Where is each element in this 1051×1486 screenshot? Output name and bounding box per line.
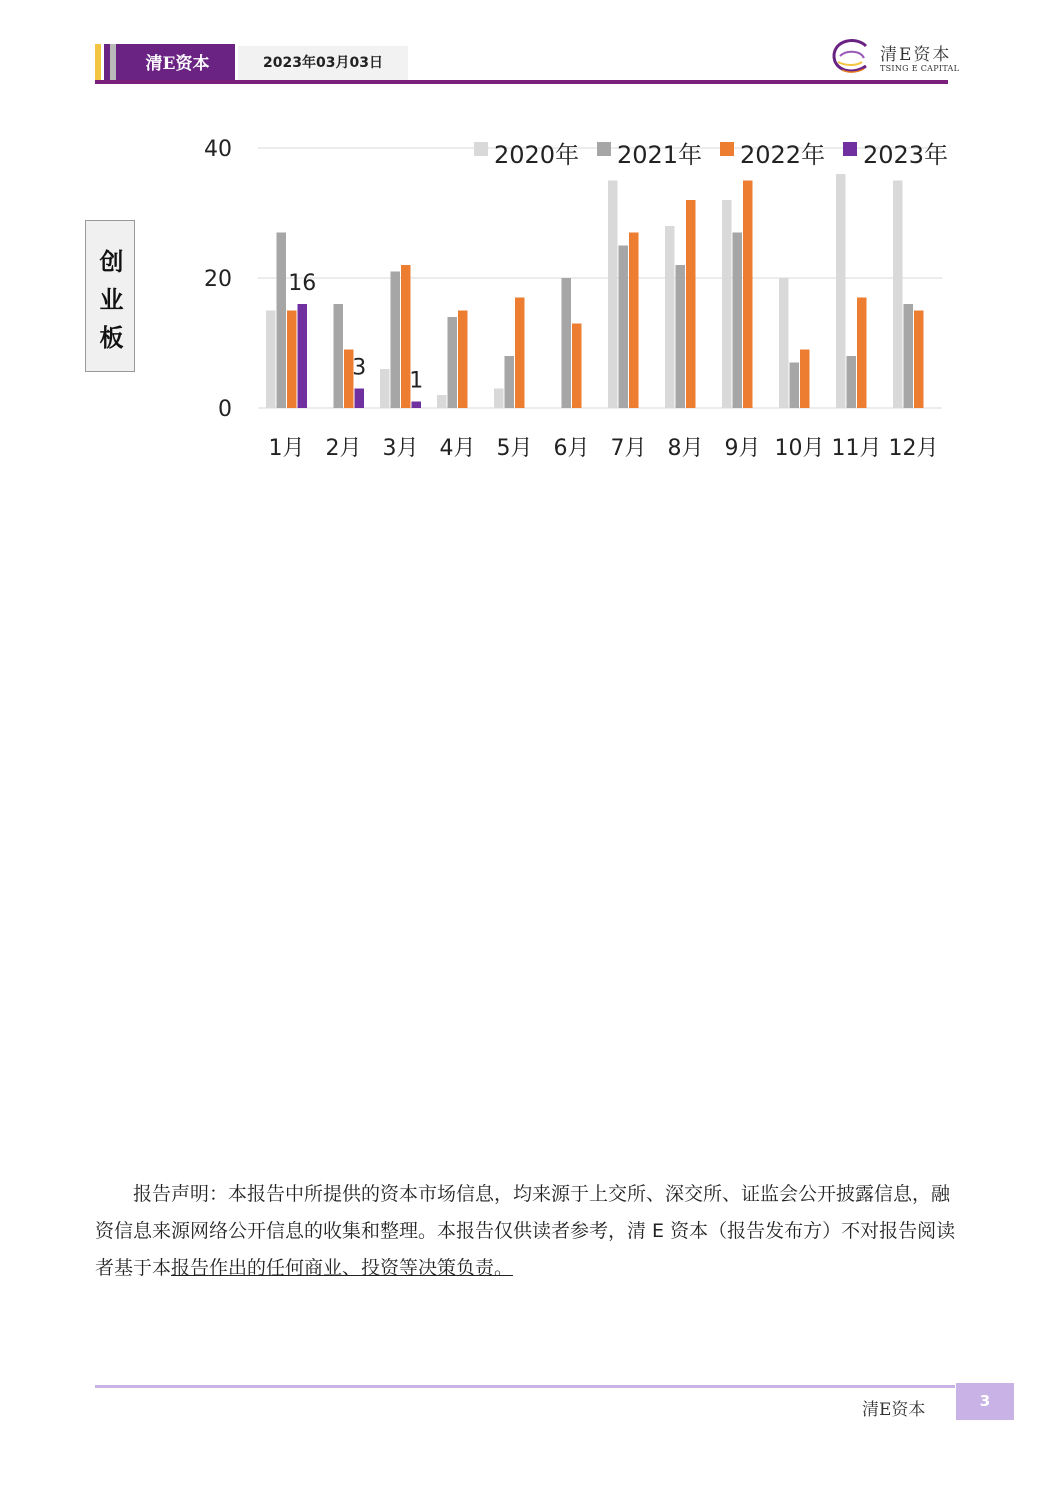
bar-2020年-7月 (608, 181, 618, 409)
data-label: 16 (288, 271, 317, 296)
footer-rule (95, 1385, 955, 1388)
bar-2021年-10月 (790, 363, 800, 409)
bar-2020年-1月 (266, 311, 276, 409)
y-tick-label: 40 (204, 137, 232, 162)
chart-legend (474, 141, 948, 169)
legend-swatch-2021年 (597, 142, 611, 156)
bar-2020年-11月 (836, 174, 846, 408)
logo-english: TSING E CAPITAL (880, 64, 960, 73)
x-tick-label: 2月 (325, 436, 362, 461)
strip-yellow (95, 44, 101, 84)
bar-2022年-5月 (515, 298, 525, 409)
disclaimer-text: 报告声明：本报告中所提供的资本市场信息，均来源于上交所、深交所、证监会公开披露信息，融资信息来源网络公开信息的收集和整理。本报告仅供读者参考，清 E 资本（报告发布方）不对报告阅读者基于本 (95, 1183, 956, 1279)
footer-brand: 清E资本 (862, 1400, 926, 1420)
legend-label: 2021年 (617, 141, 703, 169)
x-tick-label: 11月 (831, 436, 882, 461)
bar-2023年-2月 (355, 389, 365, 409)
chart-x-tick-labels (269, 436, 939, 461)
report-disclaimer (95, 1176, 960, 1287)
bar-2023年-3月 (412, 402, 422, 409)
disclaimer-underlined-text: 报告作出的任何商业、投资等决策负责。 (171, 1257, 514, 1279)
logo-chinese: 清E资本 (880, 45, 952, 65)
bar-2021年-1月 (277, 233, 287, 409)
monthly-ipo-bar-chart (190, 120, 960, 480)
bar-2022年-8月 (686, 200, 696, 408)
bar-2020年-5月 (494, 389, 504, 409)
x-tick-label: 4月 (439, 436, 476, 461)
bar-2022年-11月 (857, 298, 867, 409)
header-brand: 清E资本 (120, 44, 235, 84)
legend-label: 2020年 (494, 141, 580, 169)
bar-2021年-5月 (505, 356, 515, 408)
bar-2021年-11月 (847, 356, 857, 408)
x-tick-label: 1月 (268, 436, 305, 461)
bar-2021年-12月 (904, 304, 914, 408)
bar-2022年-9月 (743, 181, 753, 409)
bar-2022年-6月 (572, 324, 582, 409)
legend-label: 2023年 (863, 141, 949, 169)
bar-2020年-8月 (665, 226, 675, 408)
x-tick-label: 9月 (724, 436, 761, 461)
bar-2021年-8月 (676, 265, 686, 408)
page-number: 3 (956, 1383, 1014, 1420)
chart-y-tick-labels (204, 137, 232, 422)
bar-2022年-12月 (914, 311, 924, 409)
bar-2021年-9月 (733, 233, 743, 409)
legend-swatch-2022年 (720, 142, 734, 156)
data-label: 1 (409, 368, 424, 394)
x-tick-label: 8月 (667, 436, 704, 461)
x-tick-label: 7月 (610, 436, 647, 461)
bar-2022年-4月 (458, 311, 468, 409)
bar-2020年-9月 (722, 200, 732, 408)
y-tick-label: 0 (218, 397, 232, 422)
bar-2022年-1月 (287, 311, 297, 409)
data-label: 3 (352, 355, 367, 381)
header-rule (95, 80, 948, 84)
x-tick-label: 5月 (496, 436, 533, 461)
y-tick-label: 20 (204, 267, 232, 292)
x-tick-label: 3月 (382, 436, 419, 461)
bar-2020年-10月 (779, 278, 789, 408)
bar-2022年-7月 (629, 233, 639, 409)
bar-2021年-3月 (391, 272, 401, 409)
bar-2020年-3月 (380, 369, 390, 408)
bar-2021年-6月 (562, 278, 572, 408)
x-tick-label: 12月 (888, 436, 939, 461)
bar-2021年-4月 (448, 317, 458, 408)
bar-2020年-4月 (437, 395, 447, 408)
bar-2022年-10月 (800, 350, 810, 409)
header-date: 2023年03月03日 (238, 46, 408, 80)
side-label-chinext: 创业板 (85, 220, 135, 372)
legend-swatch-2023年 (843, 142, 857, 156)
legend-label: 2022年 (740, 141, 826, 169)
logo-icon (826, 36, 876, 78)
x-tick-label: 10月 (774, 436, 825, 461)
bar-2021年-7月 (619, 246, 629, 409)
x-tick-label: 6月 (553, 436, 590, 461)
bar-2021年-2月 (334, 304, 344, 408)
bar-2020年-12月 (893, 181, 903, 409)
legend-swatch-2020年 (474, 142, 488, 156)
bar-2023年-1月 (298, 304, 308, 408)
